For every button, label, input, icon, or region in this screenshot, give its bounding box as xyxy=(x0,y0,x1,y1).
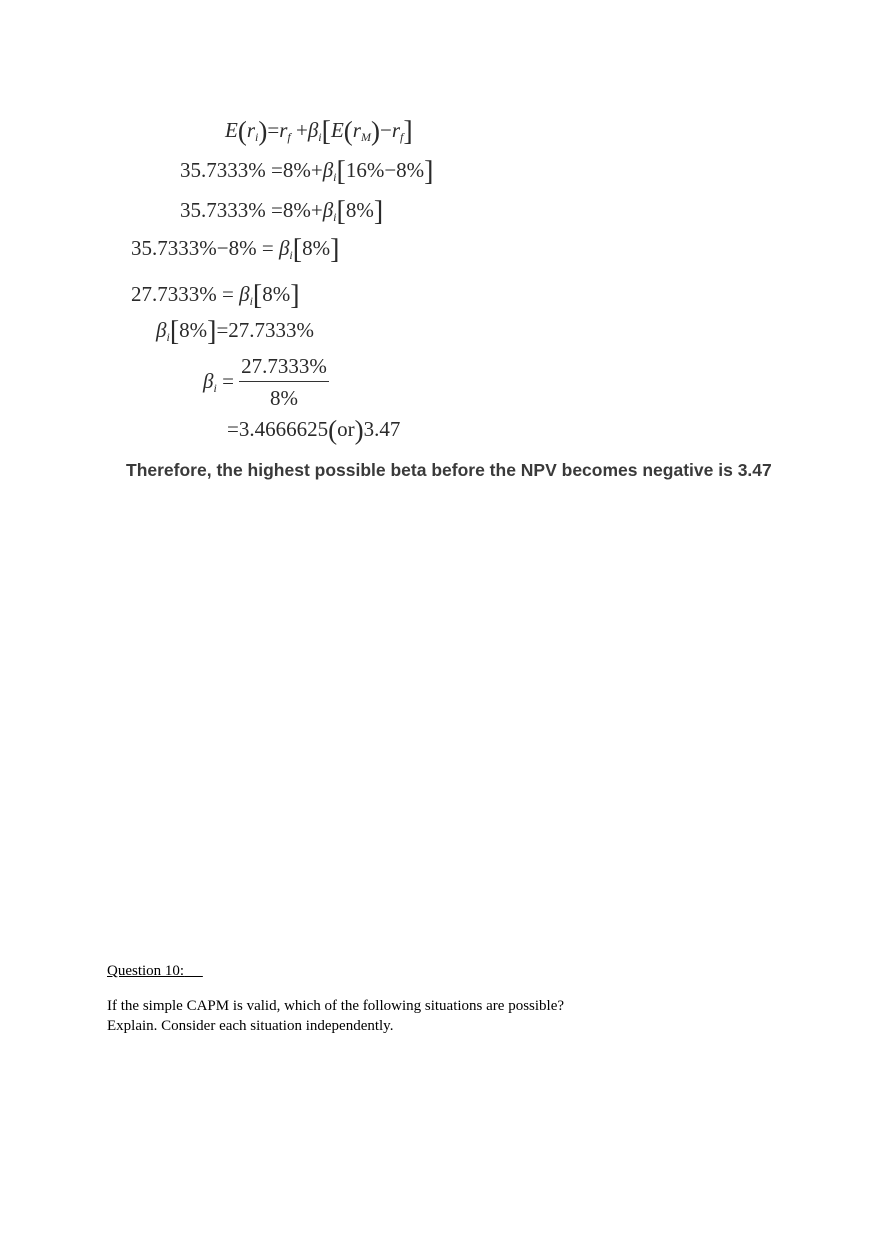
equation-fraction: $\beta_i$ = $\frac{27.7333\%}{8\%}$ xyxy=(203,354,327,410)
fraction-denominator: 8% xyxy=(270,386,299,410)
conclusion-text: Therefore, the highest possible beta before the NPV becomes negative is 3.47 xyxy=(126,460,772,480)
question-body-line-2: Explain. Consider each situation independently. xyxy=(107,1018,394,1034)
equation-step-1: $35.7333\% =8\%+\beta_i[16\%-8\%]$ xyxy=(180,156,434,187)
question-body xyxy=(107,996,564,1036)
question-title: Question 10: xyxy=(107,963,185,979)
equation-step-2: $35.7333\% =8\%+\beta_i[8\%]$ xyxy=(180,196,384,227)
equation-step-5: $\beta_i[8\%]=27.7333\%$ xyxy=(156,316,315,347)
equation-step-3: $35.7333\%-8\% = \beta_i[8\%]$ xyxy=(131,234,340,265)
capm-formula: $E(r_i)=r_f +\beta_i[E(r_M)-r_f]$ xyxy=(225,116,413,147)
question-body-line-1: If the simple CAPM is valid, which of the following situations are possible? xyxy=(107,998,565,1014)
equation-result: =3.4666625(or)3.47 xyxy=(227,415,401,445)
equation-step-4: $27.7333\% = \beta_i[8\%]$ xyxy=(131,280,300,311)
fraction-numerator: 27.7333% xyxy=(239,356,329,382)
fraction xyxy=(239,356,329,409)
